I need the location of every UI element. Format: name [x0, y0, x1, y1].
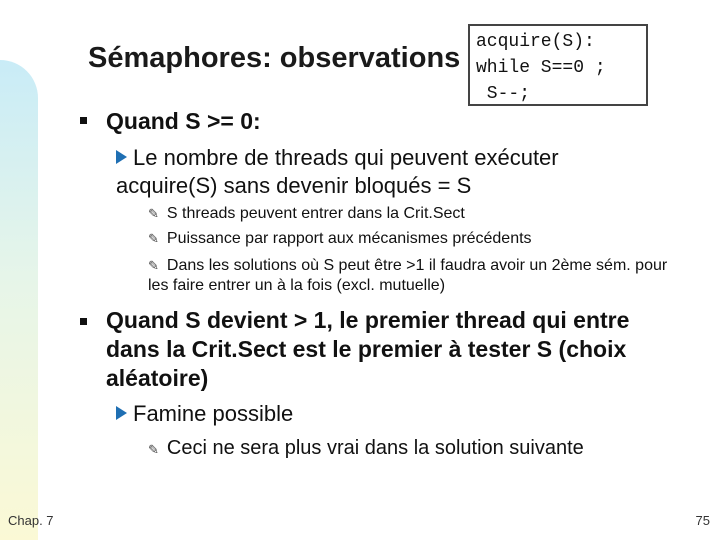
diamond-bullet-icon: [116, 406, 127, 420]
list-item-text: S threads peuvent entrer dans la Crit.Sect: [166, 205, 465, 222]
square-bullet-icon: [80, 318, 87, 325]
code-line: while S==0 ;: [476, 58, 606, 78]
pen-icon: ✎: [148, 206, 159, 221]
list-item: [148, 204, 688, 224]
slide-title: Sémaphores: observations: [88, 42, 461, 74]
decorative-left-band: [0, 60, 38, 540]
pen-icon: ✎: [148, 442, 159, 457]
bullet-2-sub-text: Famine possible: [133, 401, 294, 426]
code-box: [468, 24, 648, 106]
list-item: [148, 229, 688, 249]
bullet-2-sub: [116, 400, 293, 428]
footer-chapter: Chap. 7: [8, 513, 54, 528]
pen-icon: ✎: [148, 258, 159, 273]
bullet-1-sub: [116, 144, 656, 200]
code-line: acquire(S):: [476, 32, 595, 52]
pen-icon: ✎: [148, 231, 159, 246]
bullet-2-text: Quand S devient > 1, le premier thread qui entre dans la Crit.Sect est le premier à tester S (choix aléatoire): [106, 307, 630, 391]
list-item-text: Puissance par rapport aux mécanismes précédents: [166, 230, 532, 247]
list-item-text: Dans les solutions où S peut être >1 il faudra avoir un 2ème sém. pour les faire entrer un à la fois (excl. mutuelle): [148, 257, 668, 294]
bullet-1-text: Quand S >= 0:: [106, 108, 261, 134]
square-bullet-icon: [80, 117, 87, 124]
code-line: S--;: [476, 84, 531, 104]
bullet-1-sub-text: Le nombre de threads qui peuvent exécuter acquire(S) sans devenir bloqués = S: [116, 145, 559, 198]
list-item: [148, 256, 688, 296]
footer-page-number: 75: [695, 513, 710, 528]
list-item: [148, 436, 584, 462]
diamond-bullet-icon: [116, 150, 127, 164]
list-item-text: Ceci ne sera plus vrai dans la solution suivante: [166, 437, 584, 459]
